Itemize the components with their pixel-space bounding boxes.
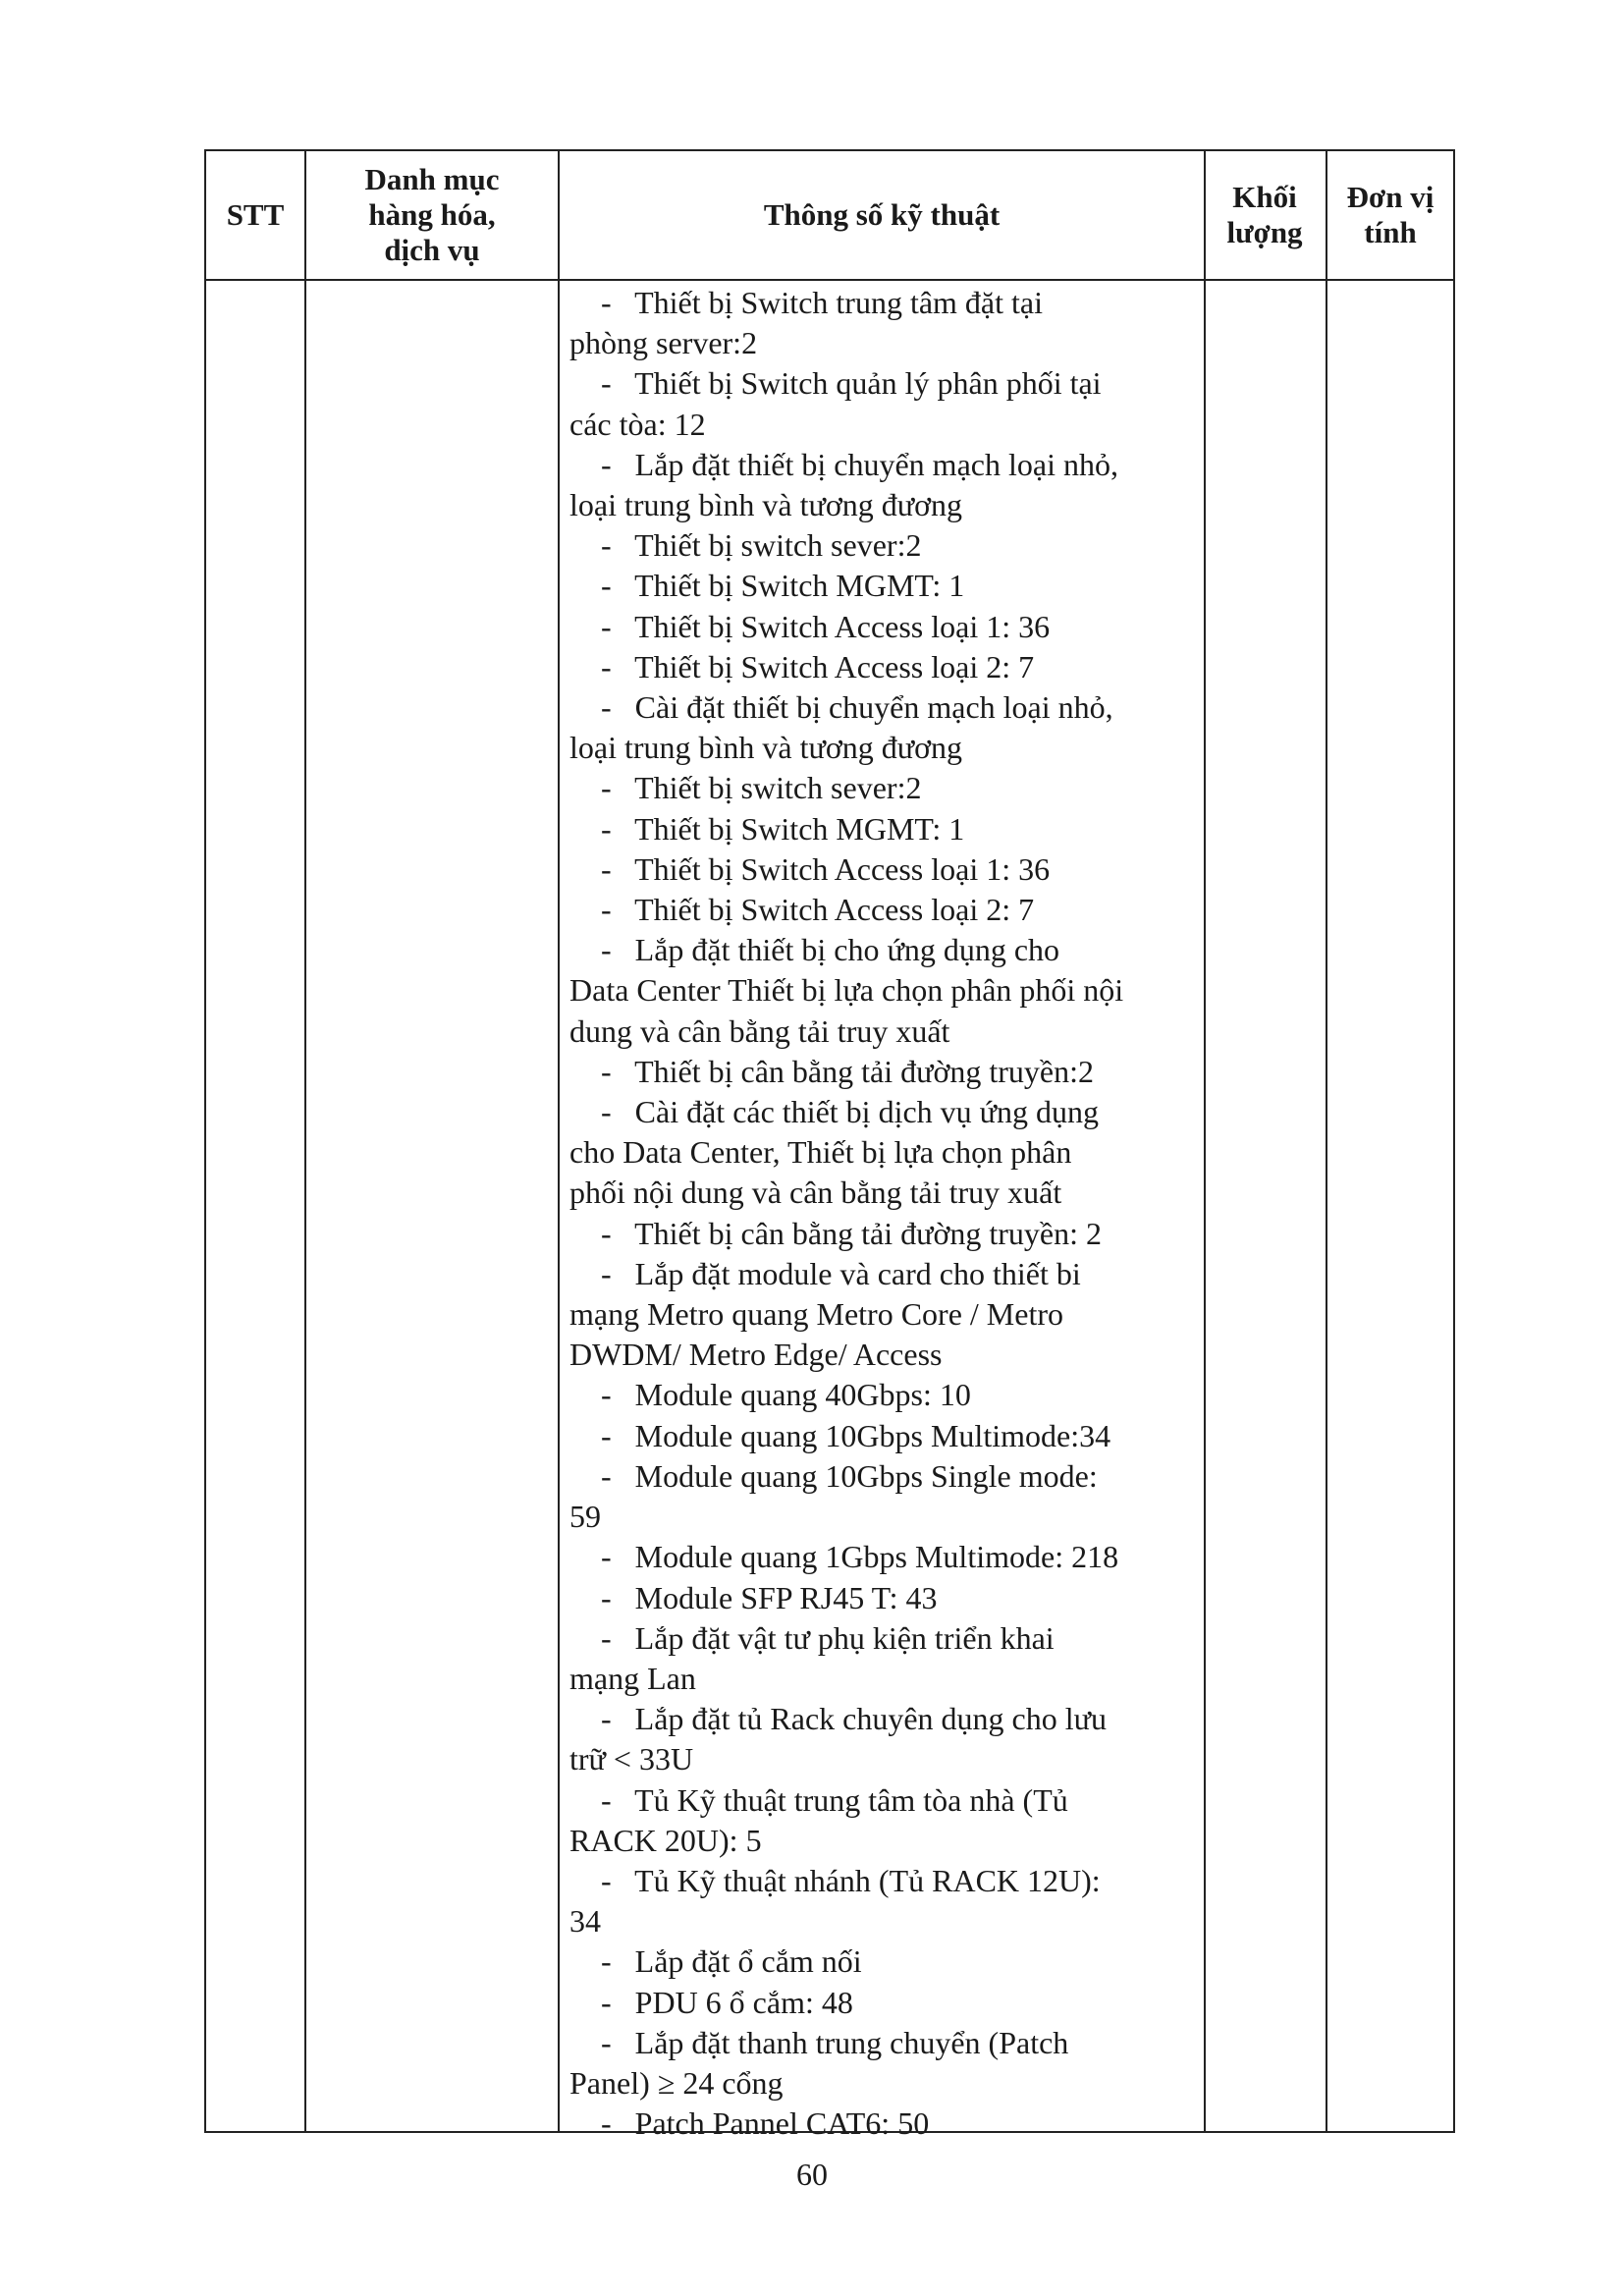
header-stt: STT (226, 197, 285, 232)
spec-line: trữ < 33U (569, 1741, 694, 1777)
spec-line: Data Center Thiết bị lựa chọn phân phối nội (569, 972, 1124, 1009)
spec-line: - Tủ Kỹ thuật nhánh (Tủ RACK 12U): (601, 1862, 1101, 1898)
spec-line: - Thiết bị Switch Access loại 1: 36 (601, 608, 1051, 644)
spec-line: - Module quang 1Gbps Multimode: 218 (601, 1539, 1119, 1575)
spec-line: 34 (569, 1903, 601, 1940)
spec-line: - Thiết bị Switch Access loại 2: 7 (601, 648, 1035, 684)
spec-line: cho Data Center, Thiết bị lựa chọn phân (569, 1134, 1072, 1171)
spec-line: - Module quang 10Gbps Multimode:34 (601, 1417, 1111, 1453)
spec-line: - Module quang 40Gbps: 10 (601, 1377, 971, 1413)
spec-line: - Thiết bị Switch MGMT: 1 (601, 568, 965, 604)
spec-line: - Thiết bị Switch MGMT: 1 (601, 810, 965, 847)
header-item: Danh mục hàng hóa, dịch vụ (364, 162, 500, 267)
spec-line: - Lắp đặt module và card cho thiết bi (601, 1255, 1081, 1291)
page-number: 60 (796, 2157, 828, 2192)
spec-line: - Module quang 10Gbps Single mode: (601, 1457, 1098, 1494)
spec-line: - Thiết bị cân bằng tải đường truyền: 2 (601, 1215, 1102, 1251)
spec-table (204, 149, 1455, 2142)
spec-line: - Thiết bị Switch trung tâm đặt tại (601, 285, 1043, 320)
spec-line: mạng Lan (569, 1660, 696, 1696)
spec-line: - Lắp đặt thiết bị chuyển mạch loại nhỏ, (601, 446, 1118, 482)
spec-line: dung và cân bằng tải truy xuất (569, 1012, 950, 1049)
spec-line: DWDM/ Metro Edge/ Access (569, 1337, 943, 1373)
spec-line: mạng Metro quang Metro Core / Metro (569, 1296, 1063, 1333)
spec-line: các tòa: 12 (569, 406, 706, 442)
header-unit: Đơn vị tính (1346, 180, 1435, 249)
spec-line: phối nội dung và cân bằng tải truy xuất (569, 1175, 1062, 1211)
spec-line: - Tủ Kỹ thuật trung tâm tòa nhà (Tủ (601, 1781, 1068, 1818)
spec-line: - Cài đặt các thiết bị dịch vụ ứng dụng (601, 1094, 1099, 1130)
spec-line: loại trung bình và tương đương (569, 487, 963, 523)
spec-line: - Patch Pannel CAT6: 50 (601, 2105, 930, 2142)
spec-line: - Thiết bị Switch Access loại 1: 36 (601, 850, 1051, 887)
spec-line: loại trung bình và tương đương (569, 730, 963, 766)
spec-line: - Thiết bị cân bằng tải đường truyền:2 (601, 1053, 1094, 1089)
spec-line: - Lắp đặt tủ Rack chuyên dụng cho lưu (601, 1701, 1107, 1737)
spec-line: - Thiết bị Switch quản lý phân phối tại (601, 365, 1102, 402)
spec-line: - Lắp đặt vật tư phụ kiện triển khai (601, 1619, 1055, 1656)
spec-line: - Lắp đặt ổ cắm nối (601, 1943, 862, 1980)
header-quantity: Khối lượng (1226, 180, 1303, 249)
spec-line: - Thiết bị Switch Access loại 2: 7 (601, 892, 1035, 928)
spec-line: - Thiết bị switch sever:2 (601, 770, 922, 806)
spec-line: - Lắp đặt thanh trung chuyển (Patch (601, 2024, 1069, 2060)
spec-line: - Lắp đặt thiết bị cho ứng dụng cho (601, 932, 1060, 968)
table-header-row (206, 151, 1453, 281)
spec-line: - Thiết bị switch sever:2 (601, 527, 922, 564)
spec-line: - PDU 6 ổ cắm: 48 (601, 1984, 853, 2020)
spec-line: phòng server:2 (569, 325, 758, 361)
column-divider (558, 151, 560, 2131)
spec-line: Panel) ≥ 24 cổng (569, 2064, 784, 2101)
column-divider (1204, 151, 1206, 2131)
spec-cell (569, 283, 1198, 2144)
spec-line: RACK 20U): 5 (569, 1822, 762, 1858)
spec-line: - Cài đặt thiết bị chuyển mạch loại nhỏ, (601, 689, 1113, 726)
spec-line: - Module SFP RJ45 T: 43 (601, 1579, 938, 1615)
column-divider (1326, 151, 1327, 2131)
column-divider (304, 151, 306, 2131)
spec-line: 59 (569, 1499, 601, 1535)
header-spec: Thông số kỹ thuật (763, 197, 1001, 232)
